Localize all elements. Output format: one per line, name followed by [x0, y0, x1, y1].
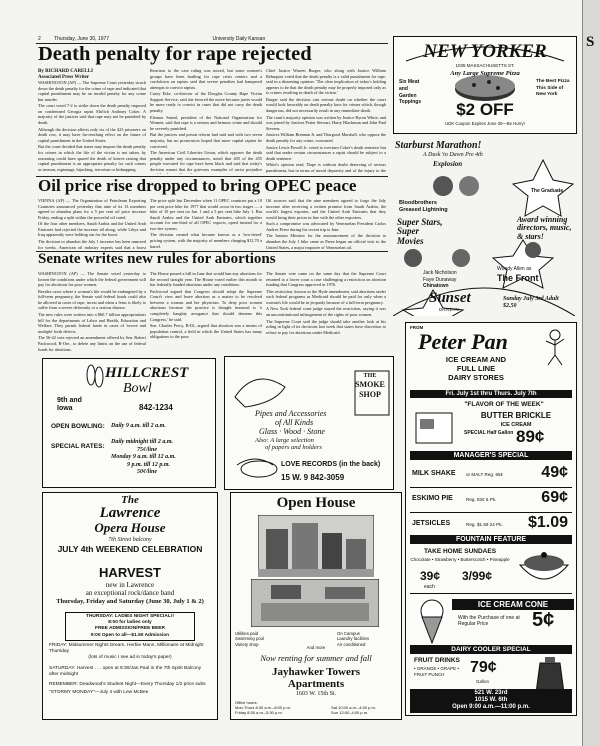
price-row — [410, 463, 572, 488]
article-paragraph: Although the decision affects only six of the 423 prisoners on death row, it may have far-reaching effect on the future of capital punishment in the United States. — [38, 126, 146, 143]
price-row-price: $1.09 — [527, 514, 568, 531]
peterpan-sub: ICE CREAM AND FULL LINE DAIRY STORES — [445, 355, 507, 382]
story2-column-2 — [150, 198, 262, 250]
price-row-price: 49¢ — [541, 464, 568, 481]
hillcrest-name: HILLCREST — [105, 365, 189, 381]
folio-date: Thursday, June 30, 1977 — [54, 36, 110, 42]
smoke-shop-lines: Pipes and Accessories of All Kinds Glass · Wood · Stone Also: A large selection of papers and holders — [255, 409, 327, 452]
opera-act: HARVEST — [99, 565, 161, 580]
peterpan-drink-price: 79¢ — [470, 659, 497, 676]
sunset-line1: Starburst Marathon! — [395, 140, 482, 151]
peterpan-each: each — [424, 584, 435, 590]
peterpan-price-each: 39¢ — [420, 569, 441, 583]
article-paragraph: Of the four other members, Saudi Arabia and the United Arab Emirates had rejected the increase all along, while Libya and Iraq apparently were holding out for the boost. — [38, 221, 146, 238]
peterpan-price-three: 3/99¢ — [462, 569, 493, 583]
article-paragraph: WASHINGTON (AP) — The Senate voted yesterday to loosen the conditions under which the federal government will pay for abortions for poor women. — [38, 271, 146, 288]
adjacent-page-edge — [582, 0, 600, 746]
pizza-offer-line: Any Large Supreme Pizza — [450, 70, 520, 77]
peterpan-fountain: FOUNTAIN FEATURE — [410, 535, 572, 544]
story2-column-3 — [266, 198, 386, 250]
article-paragraph: Reaction to the case ruling was mixed, but some women's groups have been battling for rape crisis centers and a crackdown on rapists said that severe penalties had hampered attempts to convict rapists. — [150, 68, 262, 90]
price-row-name: ESKIMO PIE — [412, 495, 453, 502]
sunset-when: Sunday July 3rd Adult $2.50 — [503, 296, 559, 310]
price-row-detail: Reg. $1.59 24 Pk. — [466, 522, 503, 527]
story2-headline: Oil price rise dropped to bring OPEC peace — [38, 176, 357, 195]
price-row-detail: or MALT Reg. 65¢ — [466, 472, 504, 477]
story2-column-1 — [38, 198, 146, 250]
story3-column-2 — [150, 271, 262, 351]
story1-headline: Death penalty for rape rejected — [38, 43, 312, 65]
openhouse-name: Jayhawker Towers Apartments — [271, 666, 361, 690]
peterpan-managers: MANAGER'S SPECIAL — [410, 451, 572, 460]
peterpan-drink-name: FRUIT DRINKS — [414, 657, 460, 664]
smoke-shop-ad — [224, 356, 394, 490]
folio-paper: University Daily Kansan — [212, 36, 266, 42]
price-row — [410, 488, 572, 513]
article-paragraph: A New York federal court judge stayed the restriction, saying it was an unconstitutional infringement of the rights of poor women. — [266, 306, 386, 318]
openhouse-hours-left: Office hours: Mon-Thurs 8:30 a.m.–8:00 p.m. Friday 8:30 a.m.–5:30 p.m. — [235, 700, 292, 715]
pizza-left-lines: Six Meat and Garden Toppings — [399, 79, 422, 106]
story3-column-3 — [266, 271, 386, 351]
sunset-stars: Super Stars, Super Movies — [397, 217, 443, 246]
hillcrest-rates: Daily midnight till 2 a.m. 75¢/line Monday 9 a.m. till 12 a.m. 9 p.m. till 12 p.m. 50¢/line — [111, 439, 176, 475]
apartment-photo — [258, 515, 374, 577]
sunset-mid-titles-right: Woody Allen as The Front — [497, 266, 539, 283]
article-paragraph: Packwood argued that Congress should adopt the Supreme Court's view and leave abortion as a matter to be resolved between a woman and her physician. To deny poor women abortions because the practice is thought immoral is 'a completely haughty arrogance that should demean this Congress,' he said. — [150, 288, 262, 322]
pizza-address: 1035 MASSACHUSETTS ST. — [455, 63, 515, 68]
hillcrest-label1: OPEN BOWLING: — [51, 423, 105, 430]
opera-event: JULY 4th WEEKEND CELEBRATION — [57, 544, 203, 554]
sunset-movies-left: Bloodbrothers Greased Lightning — [399, 200, 448, 214]
peter-pan-figure-icon — [540, 327, 570, 367]
article-paragraph: White's opinion read, 'Rape is without doubt deserving of serious punishment, but in terms of moral depravity and of the injury to the — [266, 162, 386, 173]
peterpan-cone-price: 5¢ — [532, 609, 555, 631]
article-paragraph: The Supreme Court said the judge should take another look at his ruling in light of its decisions last week that states have discretion to refuse to pay for abortions under Medicaid. — [266, 318, 386, 335]
story1-column-1 — [38, 80, 146, 174]
article-paragraph: Oil sources said that the nine members agreed to forgo the July increase after receiving a written promise from Saudi Arabia, the world's largest exporter, and the United Arab Emirates that they would bring their prices in line with the other exporters. — [266, 198, 386, 220]
article-paragraph: The decision to abandon the July 1 increase has been rumored for weeks. American oil industry experts said that a boost — [38, 239, 146, 250]
sunset-line3: Explosion — [433, 160, 463, 168]
article-paragraph: But the justices and prison reform had said and with two seven majority, but no prosecutors hoped that more capital rapists be convicted. — [150, 132, 262, 149]
price-row-name: JETSICLES — [412, 520, 451, 527]
opera-house-name: The Lawrence Opera House — [94, 494, 166, 535]
peterpan-drink-kinds: • ORANGE • GRAPE • FRUIT PUNCH — [414, 666, 459, 677]
story3-column-1 — [38, 271, 146, 351]
article-paragraph: The division created what became known as a 'two-tiered' pricing system, with the majority of members charging $12.70 a barrel. — [150, 232, 262, 249]
article-paragraph: Such a compromise was advocated by Venezuelan President Carlos Andres Perez during his recent trip to Iran. — [266, 221, 386, 232]
openhouse-more: And more — [306, 645, 326, 650]
folio-page: 2 — [38, 36, 41, 42]
peterpan-dates: Fri. July 1st thru Thurs. July 7th — [410, 390, 572, 398]
openhouse-address: 1603 W. 15th St. — [295, 691, 337, 697]
openhouse-hours-right: Sat 10:00 a.m.–4:00 p.m. Sun 12:00–4:00 p.m. — [331, 705, 376, 715]
hillcrest-address: 9th and Iowa — [57, 397, 82, 412]
peterpan-name: Peter Pan — [418, 329, 508, 354]
peterpan-flavor-sub: ICE CREAM — [500, 422, 532, 428]
pizza-right-lines: The Best Pizza This Side of New York — [536, 79, 570, 98]
hillcrest-name2: Bowl — [123, 381, 152, 396]
article-paragraph: The court voted 7-2 to strike down the death penalty imposed on condemned Georgia rapist Ehrlich Anthony Coker. A majority of the justices said that rape may not be punished by death. — [38, 103, 146, 126]
hillcrest-bowl-ad — [42, 358, 216, 488]
article-paragraph: Chief Justice Warren Burger, who along with Justice William Rehnquist voted that the death penalty is a valid punishment for rape, said in a dissenting opinion: 'The clear implication of today's holding appears to be that the death penalty may be properly imposed only as to crimes resulting in death of the victim.' — [266, 68, 386, 96]
openhouse-renting: Now renting for summer and fall — [260, 653, 372, 663]
article-paragraph: Besides cases where a woman's life would be endangered by a full-term pregnancy, the Senate said federal funds could also be allowed in cases of rape, incest and when a fetus is likely to suffer from a severe deformity or a serious disease. — [38, 288, 146, 311]
peterpan-divider — [410, 593, 572, 594]
story1-column-2 — [150, 68, 262, 174]
sunset-theater: Sunset — [429, 290, 471, 306]
smoke-shop-sign: LOVE RECORDS (in the back) — [281, 461, 381, 468]
sunset-graduate: The Graduate — [530, 188, 564, 194]
opera-address: 7th Street balcony — [108, 537, 152, 543]
peterpan-addresses: 521 W. 23rd 1015 W. 6th Open 9:00 a.m.—11:00 p.m. — [410, 689, 572, 713]
openhouse-title: Open House — [276, 495, 356, 511]
story1-service: Associated Press Writer — [38, 75, 90, 80]
article-paragraph: Eleanor Smeal, president of the National Organization for Women, said that rape is a serious and heinous crime and should be severely punished. — [150, 114, 262, 131]
peterpan-cone-title: ICE CREAM CONE — [452, 599, 574, 610]
peterpan-dairy-cooler: DAIRY COOLER SPECIAL — [410, 645, 572, 654]
sunset-drive-in-ad — [393, 140, 575, 316]
pizza-offer-value: $2 OFF — [456, 100, 514, 119]
article-paragraph: Burger said the decision cast serious doubt on whether the court would look favorably on death penalty laws for crimes which, though dangerous, did not necessarily result in any immediate death. — [266, 96, 386, 114]
smoke-shop-name: THE SMOKE SHOP — [355, 373, 385, 399]
openhouse-caption-right: On Campus Laundry facilities Air conditioned — [337, 631, 370, 647]
opera-thursday-box: THURSDAY: LADIES NIGHT SPECIAL!! 8:00 for ladies only FREE ADMISSION/FREE BEER 9:00 Open to all—$1.50 Admission — [65, 612, 195, 641]
article-paragraph: Justice Lewis Powell Jr. voted to overturn Coker's death sentence but said that under certain circumstances a rapist should be subject to a death sentence. — [266, 144, 386, 161]
ice-cream-carton-icon — [412, 407, 456, 447]
peterpan-sundaes: TAKE HOME SUNDAES — [423, 548, 497, 555]
adjacent-page-letter: S — [586, 34, 595, 50]
story3-headline: Senate writes new rules for abortions — [38, 251, 276, 267]
article-paragraph: But the court decided that states may impose the death penalty for crimes in which the life of the victim is not taken, by reasoning could have spared the death of knives raising that capital punishment is an appropriate penalty for such crimes as treason, espionage, hijacking, terrorism or kidnapping. — [38, 144, 146, 172]
peterpan-items — [410, 463, 572, 535]
opera-house-ad — [42, 492, 218, 720]
article-paragraph: Sen. Charles Percy, R-Ill., argued that abortion was a means of population control, a field in which the United States has many obligations to the poor. — [150, 323, 262, 340]
article-paragraph: The court's majority opinion was written by Justice Byron White, and was joined by Justices Potter Stewart, Harry Blackmun and John Paul Stevens. — [266, 114, 386, 131]
price-row-price: 69¢ — [541, 489, 568, 506]
peterpan-flavor-name: BUTTER BRICKLE — [480, 411, 552, 420]
article-paragraph: The Senate vote came on the same day that the Supreme Court returned to a lower court a case challenging a restriction on abortion funding that Congress approved in 1976. — [266, 271, 386, 288]
pool-photo — [251, 579, 379, 627]
sunset-sub: DRIVE-IN — [439, 307, 459, 312]
pizza-name: NEW YORKER — [423, 41, 547, 62]
peterpan-sundae-kinds: Chocolate • Strawberry • Butterscotch • Pineapple — [410, 557, 510, 562]
opera-act-desc: new in Lawrence an exceptional rock/dance band Thursday, Friday and Saturday (June 30, July 1 & 2) — [56, 581, 204, 605]
price-row-name: MILK SHAKE — [412, 470, 456, 477]
opera-schedule: FRIDAY: Midsummer Nights Dream, Herbie Mann, Millionaire at Midnight Thursday (lots of music I see ad in today's paper) SATURDAY: Harvest . . . open at 8:30/Jan Paul in the 7th Spirit Balcony after midnight REMEMBER: Deadwood's Student Night—Every Thursday 1/2 price subs "STORMY MONDAY"—July 4 with Lew McBee — [49, 643, 206, 696]
smoke-shop-address: 15 W. 9 842-3059 — [281, 473, 345, 482]
hillcrest-phone: 842-1234 — [139, 403, 173, 412]
article-paragraph: Casey Eike, co-director of the Douglas County Rape Victim Support Service, said she favored the move because juries would be more ready to convict in cases that did not carry the death penalty. — [150, 91, 262, 114]
article-paragraph: The price split last December when 11 OPEC countries put a 10 per cent price hike for 1977 that would occur in two stages — a hike of 10 per cent on Jan. 1 and a 5 per cent hike July 1. But Saudi Arabia and the United Arab Emirates, which together account for one-third of all OPEC exports, opted instead for a two-tier system. — [150, 198, 262, 231]
article-paragraph: The American Civil Liberties Union, which opposes the death penalty under any circumstances, noted that 405 of the 455 people executed for rape have been black and said that today's decision meant that the grievous examples of racist prejudice — [150, 150, 262, 172]
article-paragraph: This restriction, known as the Hyde amendment, said abortions under such federal programs as Medicaid should be paid for only when a woman's life would be in jeopardy because of a full-term pregnancy. — [266, 288, 386, 305]
sunset-mid-titles: Jack Nicholson Faye Dunaway Chinatown — [423, 270, 457, 289]
pizza-coupon: UDK Coupon Expires June 30—Be Hurry! — [445, 121, 525, 126]
story1-column-3 — [266, 68, 386, 174]
peterpan-cone-text: With the Purchase of one at Regular Price — [458, 615, 520, 628]
peter-pan-ad — [405, 322, 577, 716]
article-paragraph: The 56-42 vote rejected an amendment offered by Sen. Robert Packwood, R-Ore., to delete any limits on the use of federal funds for abortions. — [38, 335, 146, 351]
article-paragraph: Justices William Brennan Jr. and Thurgood Marshall, who oppose the death penalty for any crime, concurred. — [266, 132, 386, 143]
story1-byline: By RICHARD CARELLI — [38, 69, 94, 74]
peterpan-from: FROM — [410, 325, 424, 330]
peterpan-flavor-label: "FLAVOR OF THE WEEK" — [464, 401, 544, 408]
sunset-line2: A Dusk 'to Dawn Pre 4th — [423, 152, 483, 158]
new-yorker-pizza-ad — [393, 36, 577, 134]
article-paragraph: The Iranian Minister for the announcement of the decision to abandon the July 1 hike came as Perez began an official visit to the United States, a major importer of Venezuelan oil. — [266, 233, 386, 250]
jayhawker-towers-ad — [230, 492, 402, 720]
peterpan-flavor-price: 89¢ — [516, 427, 545, 446]
sunset-award: Award winning directors, music, & stars! — [517, 215, 572, 241]
article-paragraph: The House passed a bill in June that would ban any abortions for the second straight year. The House voted earlier this month to bar federally funded abortions under any conditions. — [150, 271, 262, 288]
hillcrest-label2: SPECIAL RATES: — [51, 443, 105, 450]
peterpan-flavor-detail: SPECIAL Half Gallon — [464, 430, 514, 436]
article-paragraph: VIENNA (AP) — The Organization of Petroleum Exporting Countries announced yesterday that nine of its 13 members agreed to abandon plans for a 5 per cent oil price increase Friday, ending a split within the powerful oil cartel. — [38, 198, 146, 220]
folio — [38, 36, 388, 42]
price-row-detail: Reg. 83¢ 6 Pk. — [466, 497, 497, 502]
peterpan-drink-unit: Gallon — [476, 679, 490, 684]
sundae-dish-icon — [516, 549, 572, 593]
ice-cream-cone-icon — [412, 597, 452, 647]
article-paragraph: The new rules were written into a $60.7 billion appropriations bill for the departments of Labor and Health, Education and Welfare. They permit federal funds in cases of 'severe and multiple' birth defects. — [38, 312, 146, 334]
openhouse-caption-left: Utilities paid Swimming pool Variety shop — [235, 631, 265, 647]
hillcrest-val1: Daily 9 a.m. till 2 a.m. — [111, 423, 166, 429]
article-paragraph: WASHINGTON (AP) — The Supreme Court yesterday struck down the death penalty for the crime of rape and indicated that capital punishment may be an invalid penalty for any crime but murder. — [38, 80, 146, 102]
